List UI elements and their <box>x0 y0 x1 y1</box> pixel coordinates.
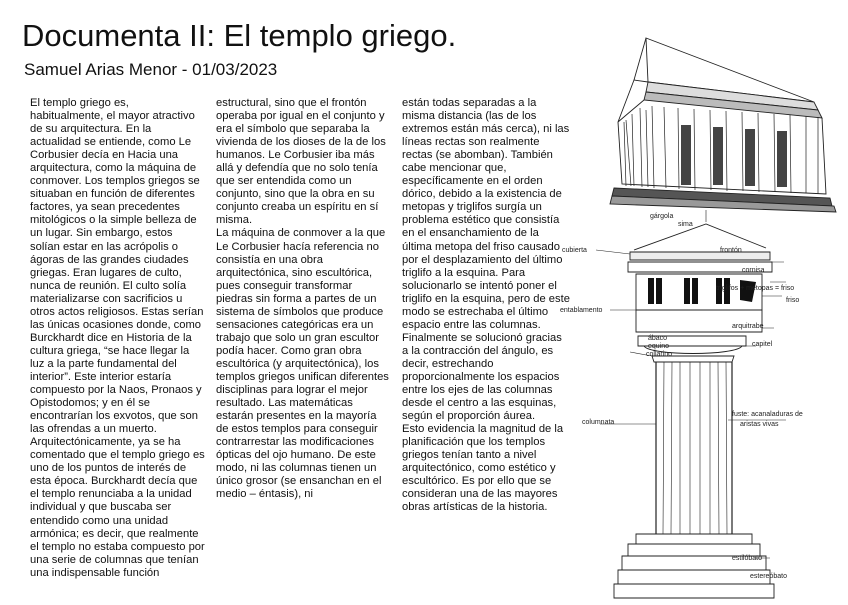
label-sima: sima <box>678 221 693 228</box>
label-collarino: collarino <box>646 351 673 358</box>
temple-illustration <box>556 10 848 600</box>
label-columnata: columnata <box>582 419 615 426</box>
temple-perspective-drawing <box>610 38 836 212</box>
label-estereobato: estereóbato <box>750 573 787 580</box>
label-fronton: frontón <box>720 247 742 254</box>
text-column-3: están todas separadas a la misma distancia (las de los extremos están más cerca), ni las líneas rectas son realmente rectas (se abomban). También cabe mencionar que, específicamente en el orden dórico, debido a la existencia de metopas y triglifos surgía un problema estético que consistía en el ensanchamiento de la última metopa del friso causado por el desplazamiento del último triglifo a la esquina. Para solucionarlo se intentó poner el triglifo en la esquina, pero de este modo se estrechaba el último espacio entre las columnas. Finalmente se solucionó gracias a la contracción del ángulo, es decir, estrechando proporcionalmente los espacios entre los ejes de las columnas desde el centro a las esquinas, según el proporción áurea. Esto evidencia la magnitud de la planificación que los templos griegos tenían tanto a nivel arquitectónico, como estético y escultórico. Es por ello que se consideran una de las mayores obras artísticas de la historia. <box>402 97 570 514</box>
label-estilobato: estilóbato <box>732 555 762 562</box>
page-title: Documenta II: El templo griego. <box>22 18 457 53</box>
label-abaco: ábaco <box>648 335 668 342</box>
author-date: Samuel Arias Menor - 01/03/2023 <box>24 60 278 79</box>
label-entablamento: entablamento <box>560 307 603 314</box>
label-cornisa: cornisa <box>742 267 765 274</box>
temple-sketch <box>556 10 848 600</box>
label-triglifos: triglifos + metopas = friso <box>716 285 795 292</box>
label-friso: friso <box>786 297 800 304</box>
label-arquitrabe: arquitrabe <box>732 323 764 330</box>
text-column-1: El templo griego es, habitualmente, el mayor atractivo de su arquitectura. En la actualidad se entiende, como Le Corbusier decía en Hacia una arquitectura, como la máquina de conmover. Los templos griegos se situaban en función de diferentes factores, ya sean precedentes mitológicos o la simple belleza de un lugar. Sin embargo, estos solían estar en las acrópolis o ágoras de las grandes ciudades griegas. Eran lugares de culto, nunca de reunión. El culto solía materializarse con sacrificios u otros actos religiosos. Estas serían las únicas ocasiones donde, como Burckhardt dice en Historia de la cultura griega, “se hace llegar la luz a la parte fundamental del interior”. Este interior estaría compuesto por la Naos, Pronaos y Opistodomos; y en él se encontrarían los exvotos, que son las ofrendas a un muerto. Arquitectónicamente, ya se ha comentado que el templo griego es uno de los puntos de interés de esta época. Burckhardt decía que el templo renunciaba a la unidad individual y que buscaba ser entendido como una unidad armónica; es decir, que realmente el templo no estaba compuesto por una serie de columnas que tenían una indispensable función <box>30 97 205 579</box>
label-capitel: capitel <box>752 341 773 348</box>
label-cubierta: cubierta <box>562 247 587 254</box>
label-fuste-2: aristas vivas <box>740 421 779 428</box>
label-fuste: fuste: acanaladuras de <box>732 411 803 418</box>
label-gargola: gárgola <box>650 213 674 220</box>
label-equino: equino <box>648 343 670 350</box>
text-column-2: estructural, sino que el frontón operaba por igual en el conjunto y era el símbolo que separaba la vivienda de los dioses de la de los humanos. Le Corbusier iba más allá y defendía que no solo tenía que ser entendida como un conjunto, sino que la obra en su conjunto creaba un espíritu en sí misma. La máquina de conmover a la que Le Corbusier hacía referencia no consistía en una obra arquitectónica, sino escultórica, pues conseguir transformar piedras sin forma a partes de un sistema de símbolos que produce sensaciones categóricas era un trabajo que solo un gran escultor podía hacer. Como gran obra escultórica (y arquitectónica), los templos griegos unifican diferentes disciplinas para lograr el mejor resultado. Las matemáticas estarán presentes en la mayoría de estos templos para conseguir contrarrestar las modificaciones ópticas del ojo humano. De este modo, ni las columnas tienen un único grosor (se ensanchan en el medio – éntasis), ni <box>216 97 389 501</box>
